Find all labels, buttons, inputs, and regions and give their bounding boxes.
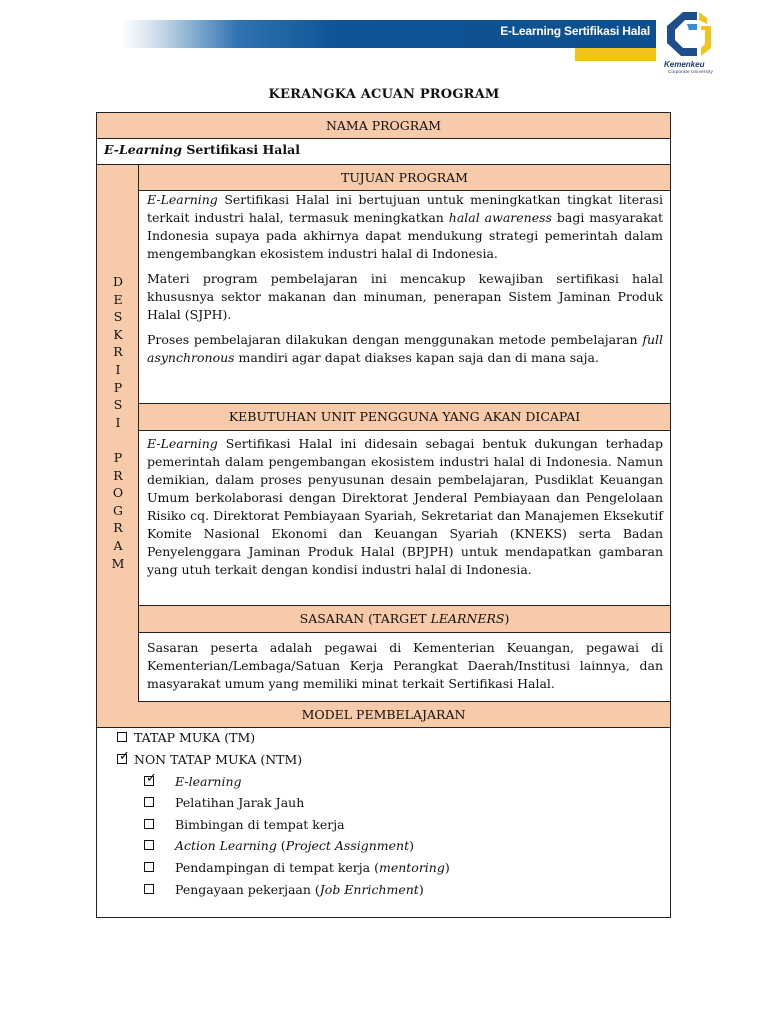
deskripsi-letter: S bbox=[113, 309, 123, 325]
checkbox-bimbingan[interactable] bbox=[144, 819, 154, 829]
tujuan-p3-text: Proses pembelajaran dilakukan dengan menggunakan metode pembelajaran bbox=[147, 332, 643, 347]
label-pendampingan bbox=[175, 860, 450, 876]
kemenkeu-logo-icon bbox=[663, 10, 715, 60]
tujuan-paragraph-1 bbox=[147, 191, 663, 263]
deskripsi-letter: I bbox=[115, 414, 121, 430]
document-title: KERANGKA ACUAN PROGRAM bbox=[268, 87, 500, 102]
deskripsi-letter: E bbox=[113, 291, 123, 307]
sasaran-label-c: ) bbox=[504, 611, 510, 626]
sasaran-paragraph: Sasaran peserta adalah pegawai di Kementerian Keuangan, pegawai di Kementerian/Lembaga/Satuan Kerja Perangkat Daerah/Institusi lainnya, dan masyarakat umum yang memiliki minat terkait Sertifikasi Halal. bbox=[147, 640, 663, 691]
pendampingan-text: Pendampingan di tempat kerja ( bbox=[175, 860, 379, 875]
tujuan-p3-italic: full asynchronous bbox=[147, 332, 663, 365]
mentoring-italic: mentoring bbox=[378, 860, 445, 875]
label-action-learning bbox=[175, 838, 414, 854]
checkbox-tatap-muka[interactable] bbox=[117, 732, 127, 742]
deskripsi-letter: I bbox=[115, 361, 121, 377]
label-non-tatap-muka: NON TATAP MUKA (NTM) bbox=[134, 752, 303, 767]
header-accent-bar bbox=[575, 48, 656, 61]
pengayaan-text: Pengayaan pekerjaan ( bbox=[175, 882, 320, 897]
deskripsi-letter: P bbox=[113, 379, 123, 395]
tujuan-paragraph-2: Materi program pembelajaran ini mencakup kewajiban sertifikasi halal khususnya sektor makanan dan minuman, penerapan Sistem Jaminan Produk Halal (SJPH). bbox=[147, 271, 663, 322]
label-tatap-muka: TATAP MUKA (TM) bbox=[134, 730, 256, 745]
deskripsi-letter: R bbox=[113, 467, 123, 483]
sasaran-body bbox=[139, 633, 670, 702]
label-bimbingan: Bimbingan di tempat kerja bbox=[175, 817, 345, 832]
label-pelatihan-jarak-jauh: Pelatihan Jarak Jauh bbox=[175, 795, 305, 810]
kebutuhan-paragraph bbox=[147, 435, 663, 579]
logo-name: Kemenkeu bbox=[664, 60, 705, 69]
program-table bbox=[96, 112, 671, 918]
job-enrichment-italic: Job Enrichment bbox=[319, 882, 419, 897]
checkbox-e-learning[interactable] bbox=[144, 771, 157, 786]
header-title: E-Learning Sertifikasi Halal bbox=[500, 24, 650, 38]
label-e-learning: E-learning bbox=[175, 774, 242, 789]
deskripsi-letter: P bbox=[113, 449, 123, 465]
action-learning-paren-close: ) bbox=[409, 838, 414, 853]
deskripsi-letter: R bbox=[113, 520, 123, 536]
check-icon: ✓ bbox=[119, 749, 130, 764]
tujuan-paragraph-3 bbox=[147, 331, 663, 367]
pendampingan-paren-close: ) bbox=[444, 860, 450, 875]
checkbox-pengayaan-pekerjaan[interactable] bbox=[144, 884, 154, 894]
deskripsi-program-column bbox=[97, 165, 139, 702]
deskripsi-letter: R bbox=[113, 344, 123, 360]
deskripsi-letter: S bbox=[113, 397, 123, 413]
checkbox-action-learning[interactable] bbox=[144, 840, 154, 850]
tujuan-p3-text-end: mandiri agar dapat diakses kapan saja dan di mana saja. bbox=[234, 350, 599, 365]
tujuan-p1-italic: E-Learning bbox=[147, 192, 218, 207]
tujuan-p1-text-end: bagi masyarakat Indonesia supaya pada akhirnya dapat mendukung strategi pemerintah dalam mengembangkan ekosistem industri halal di Indonesia. bbox=[147, 210, 663, 261]
deskripsi-program-label bbox=[97, 273, 139, 572]
sasaran-label-a: SASARAN (TARGET bbox=[299, 611, 431, 626]
kebutuhan-text: Sertifikasi Halal ini didesain sebagai bentuk dukungan terhadap pemerintah dalam pengembangan ekosistem industri halal di Indonesia. Namun demikian, dalam proses penyusunan desain pembelajaran, Pusdiklat Keuangan Umum berkolaborasi dengan Direktorat Jenderal Pembiayaan dan Pengelolaan Risiko cq. Direktorat Pembiayaan Syariah, Sekretariat dan Manajemen Eksekutif Komite Nasional Ekonomi dan Keuangan Syariah (KNEKS) serta Badan Penyelenggara Jaminan Produk Halal (BPJPH) untuk mendapatkan gambaran yang utuh terkait dengan kondisi industri halal di Indonesia. bbox=[147, 436, 663, 577]
checkbox-pelatihan-jarak-jauh[interactable] bbox=[144, 797, 154, 807]
nama-program-italic: E-Learning bbox=[104, 142, 183, 157]
tujuan-program-body bbox=[139, 191, 670, 404]
nama-program-header: NAMA PROGRAM bbox=[97, 113, 670, 139]
checkbox-non-tatap-muka[interactable] bbox=[117, 749, 130, 764]
deskripsi-letter: K bbox=[113, 326, 123, 342]
logo-subtitle: Corporate University bbox=[668, 69, 714, 74]
label-pengayaan-pekerjaan bbox=[175, 882, 424, 898]
kebutuhan-body bbox=[139, 431, 670, 606]
tujuan-program-header: TUJUAN PROGRAM bbox=[139, 165, 670, 191]
action-learning-italic: Action Learning bbox=[175, 838, 277, 853]
deskripsi-letter: O bbox=[112, 485, 124, 501]
project-assignment-italic: Project Assignment bbox=[285, 838, 410, 853]
check-icon: ✓ bbox=[146, 771, 157, 786]
sasaran-header bbox=[139, 606, 670, 633]
nama-program-value bbox=[97, 139, 670, 165]
nama-program-rest: Sertifikasi Halal bbox=[182, 142, 300, 157]
model-pembelajaran-header: MODEL PEMBELAJARAN bbox=[97, 702, 670, 728]
deskripsi-letter: G bbox=[113, 502, 123, 518]
tujuan-p1-text: Sertifikasi Halal ini bertujuan untuk meningkatkan tingkat literasi terkait industri halal, termasuk meningkatkan bbox=[147, 192, 663, 225]
kebutuhan-italic: E-Learning bbox=[147, 436, 218, 451]
action-learning-paren-open: ( bbox=[276, 838, 286, 853]
sasaran-label-learners: LEARNERS bbox=[430, 611, 505, 626]
deskripsi-letter: D bbox=[112, 274, 124, 289]
checkbox-pendampingan[interactable] bbox=[144, 862, 154, 872]
deskripsi-letter: M bbox=[111, 555, 125, 571]
pengayaan-paren-close: ) bbox=[418, 882, 424, 897]
tujuan-p1-halal-awareness: halal awareness bbox=[448, 210, 552, 225]
deskripsi-letter bbox=[97, 431, 139, 449]
deskripsi-letter: A bbox=[113, 537, 123, 553]
kebutuhan-header: KEBUTUHAN UNIT PENGGUNA YANG AKAN DICAPAI bbox=[139, 404, 670, 431]
